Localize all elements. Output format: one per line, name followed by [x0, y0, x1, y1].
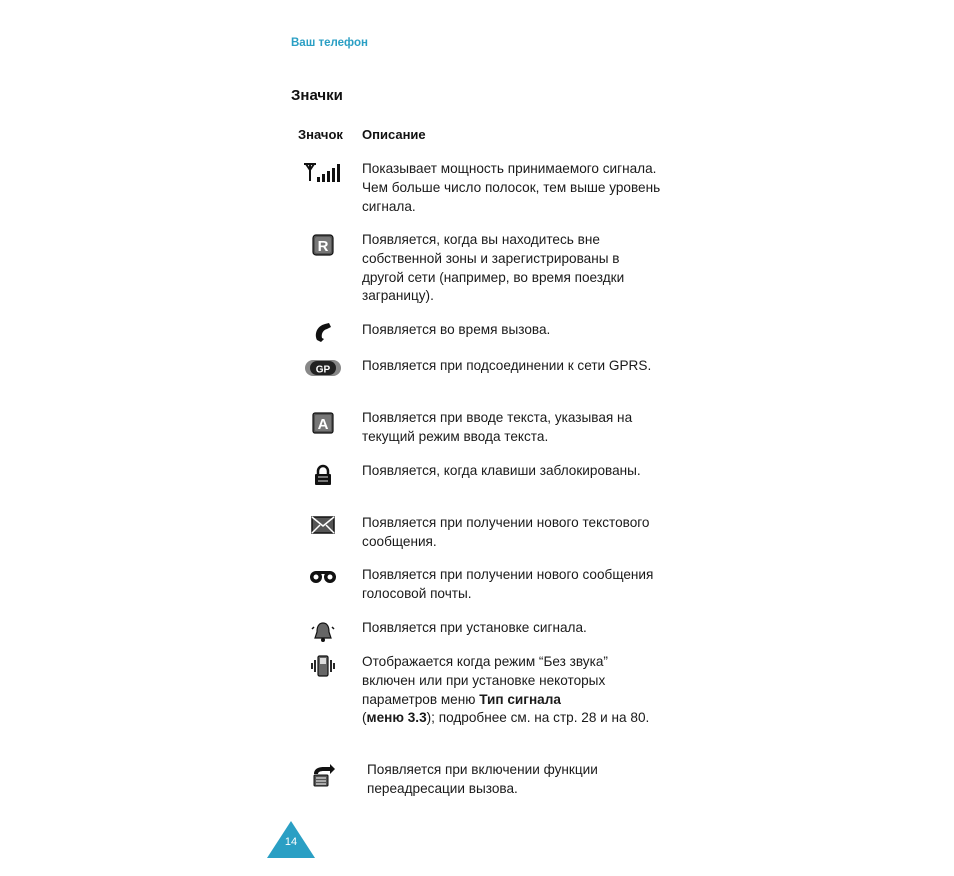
alarm-icon: [302, 620, 344, 644]
text-input-mode-description: Появляется при вводе текста, указывая на текущий режим ввода текста.: [362, 410, 633, 444]
silent-mode-text-2: (: [362, 710, 367, 726]
call-in-progress-description: Появляется во время вызова.: [362, 322, 551, 337]
menu-name-bold: Тип сигнала: [479, 691, 561, 707]
silent-mode-text-3: ); подробнее см. на стр. 28 и на 80.: [426, 710, 650, 726]
new-message-icon: [302, 513, 344, 537]
signal-strength-icon: [302, 160, 344, 184]
column-header-icon: Значок: [298, 127, 343, 142]
new-message-description: Появляется при получении нового текстового сообщения.: [362, 515, 650, 549]
call-forwarding-icon: [302, 764, 344, 788]
signal-strength-description: Показывает мощность принимаемого сигнала. Чем больше число полосок, тем выше уровень сигнала.: [362, 161, 661, 214]
gprs-description: Появляется при подсоединении к сети GPRS.: [362, 358, 652, 373]
gprs-icon: [302, 356, 344, 380]
svg-text:A: A: [317, 416, 329, 433]
roaming-description: Появляется, когда вы находитесь вне собственной зоны и зарегистрированы в другой сети (например, во время поездки заграницу).: [362, 232, 625, 304]
silent-mode-description: [362, 653, 662, 728]
page-title: Значки: [291, 87, 343, 104]
voicemail-description: Появляется при получении нового сообщения голосовой почты.: [362, 567, 654, 601]
menu-number-bold: меню 3.3: [366, 710, 427, 726]
silent-mode-icon: [302, 654, 344, 678]
keypad-lock-description: Появляется, когда клавиши заблокированы.: [362, 463, 641, 478]
call-in-progress-icon: [302, 320, 344, 344]
silent-mode-text-1: Отображается когда режим “Без звука” включен или при установке некоторых параметров меню: [362, 654, 608, 707]
text-input-mode-icon: [302, 411, 344, 435]
svg-text:GP: GP: [315, 364, 331, 376]
svg-text:R: R: [317, 238, 329, 255]
voicemail-icon: [302, 565, 344, 589]
roaming-icon: [302, 233, 344, 257]
call-forwarding-description: Появляется при включении функции переадресации вызова.: [367, 762, 598, 796]
page-number: 14: [284, 836, 298, 848]
column-header-description: Описание: [362, 127, 426, 142]
section-header: Ваш телефон: [291, 37, 368, 49]
alarm-description: Появляется при установке сигнала.: [362, 620, 587, 635]
keypad-lock-icon: [302, 463, 344, 487]
